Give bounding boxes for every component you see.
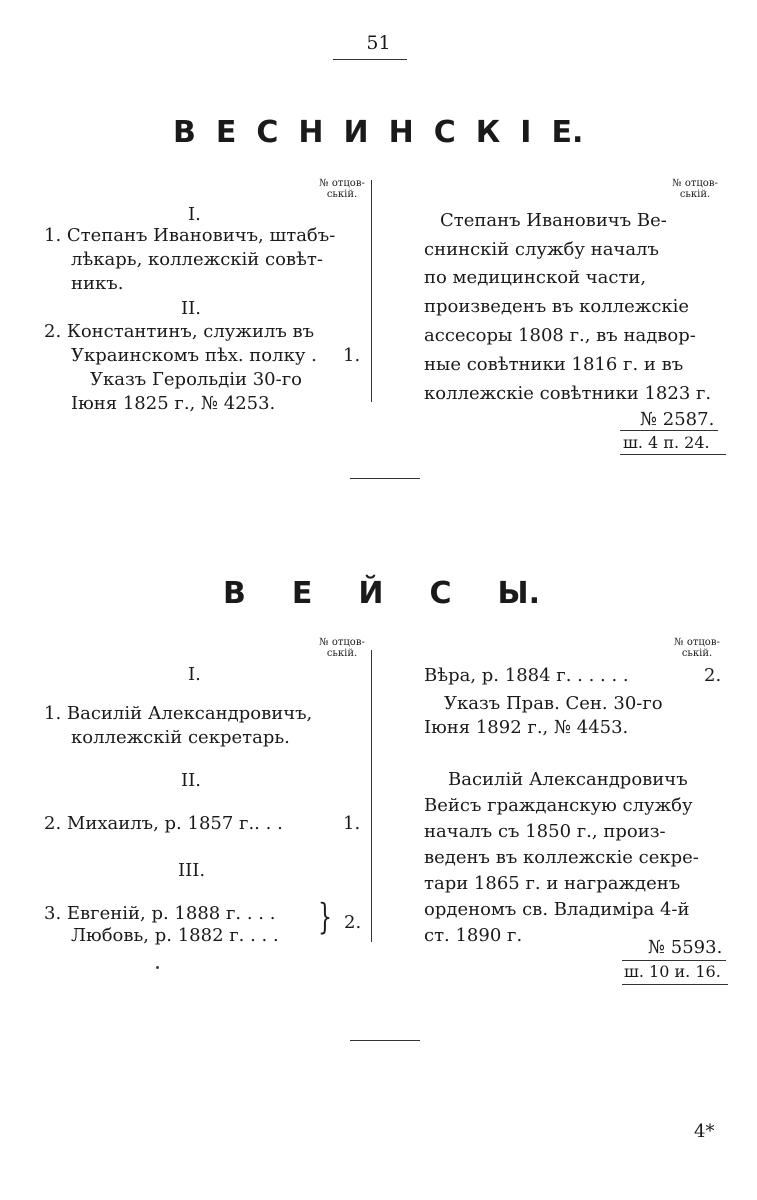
- entry-line: Любовь, р. 1882 г. . . .: [71, 925, 279, 946]
- entry-line: Украинскомъ пѣх. полку .: [71, 345, 317, 366]
- title-letter: Е.: [551, 115, 584, 150]
- entry-line: никъ.: [71, 273, 124, 294]
- title-letter: Ы.: [497, 576, 540, 611]
- bio-line: Степанъ Ивановичъ Ве-: [440, 210, 667, 231]
- title-letter: К: [475, 115, 501, 150]
- archive-rule: [620, 454, 726, 455]
- archive-rule: [622, 984, 728, 985]
- entry-line: 1. Степанъ Ивановичъ, штабъ-: [44, 225, 336, 246]
- column-divider: [371, 180, 372, 402]
- father-number: 2.: [704, 665, 722, 686]
- entry-line: коллежскій секретарь.: [71, 727, 290, 748]
- generation-heading: II.: [181, 298, 201, 319]
- generation-heading: III.: [178, 860, 206, 881]
- column-label-father: № отцов-ській.: [319, 178, 365, 200]
- bio-line: произведенъ въ коллежскіе: [424, 296, 690, 317]
- entry-line: Указъ Герольдіи 30-го: [90, 369, 302, 390]
- title-letter: Е: [215, 115, 237, 150]
- bio-line: веденъ въ коллежскіе секре-: [424, 847, 699, 868]
- title-letter: С: [256, 115, 279, 150]
- archive-location: ш. 4 п. 24.: [623, 433, 710, 452]
- father-number: 2.: [344, 912, 362, 933]
- bio-line: орденомъ св. Владиміра 4-й: [424, 899, 690, 920]
- entry-line: Вѣра, р. 1884 г. . . . . .: [424, 665, 629, 686]
- title-letter: С: [433, 115, 456, 150]
- bio-line: тари 1865 г. и награжденъ: [424, 873, 681, 894]
- archive-rule: [622, 960, 726, 961]
- entry-line: Іюня 1825 г., № 4253.: [71, 393, 276, 414]
- entry-line: 2. Михаилъ, р. 1857 г.. . .: [44, 813, 283, 834]
- ink-speck: [156, 966, 159, 969]
- bio-line: Василій Александровичъ: [448, 769, 688, 790]
- column-label-father: № отцов-ській.: [319, 637, 365, 659]
- title-letter: I: [520, 115, 532, 150]
- archive-location: ш. 10 и. 16.: [624, 962, 721, 981]
- brace: }: [318, 898, 332, 938]
- title-letter: С: [429, 576, 452, 611]
- bio-line: ассесоры 1808 г., въ надвор-: [424, 325, 696, 346]
- generation-heading: I.: [188, 664, 201, 685]
- generation-heading: II.: [181, 770, 201, 791]
- title-letter: И: [343, 115, 369, 150]
- entry-line: лѣкарь, коллежскій совѣт-: [71, 249, 323, 270]
- archive-number: № 2587.: [640, 409, 715, 430]
- archive-rule: [620, 430, 718, 431]
- section-separator: [350, 1040, 420, 1041]
- column-label-father: № отцов-ській.: [674, 637, 720, 659]
- bio-line: по медицинской части,: [424, 267, 647, 288]
- decree-line: Іюня 1892 г., № 4453.: [424, 717, 629, 738]
- bio-line: ные совѣтники 1816 г. и въ: [424, 354, 684, 375]
- title-letter: Е: [291, 576, 313, 611]
- father-number: 1.: [343, 345, 361, 366]
- bio-line: Вейсъ гражданскую службу: [424, 795, 693, 816]
- decree-line: Указъ Прав. Сен. 30-го: [444, 693, 663, 714]
- bio-line: ст. 1890 г.: [424, 925, 523, 946]
- signature-mark: 4*: [694, 1121, 715, 1142]
- entry-line: 1. Василій Александровичъ,: [44, 703, 313, 724]
- family-title-vesninskie: [173, 115, 583, 150]
- bio-line: коллежскіе совѣтники 1823 г.: [424, 383, 712, 404]
- title-letter: В: [173, 115, 196, 150]
- page-number: 51: [366, 32, 391, 54]
- column-divider: [371, 650, 372, 942]
- title-letter: В: [223, 576, 246, 611]
- bio-line: снинскій службу началъ: [424, 239, 659, 260]
- entry-line: 3. Евгеній, р. 1888 г. . . .: [44, 903, 276, 924]
- generation-heading: I.: [188, 204, 201, 225]
- title-letter: Н: [298, 115, 324, 150]
- family-title-veisy: [223, 576, 540, 611]
- section-separator: [350, 478, 420, 479]
- archive-number: № 5593.: [648, 937, 723, 958]
- title-letter: Н: [388, 115, 414, 150]
- father-number: 1.: [343, 813, 361, 834]
- page-number-rule: [333, 59, 407, 60]
- column-label-father: № отцов-ській.: [672, 178, 718, 200]
- title-letter: Й: [358, 576, 384, 611]
- bio-line: началъ съ 1850 г., произ-: [424, 821, 666, 842]
- entry-line: 2. Константинъ, служилъ въ: [44, 321, 315, 342]
